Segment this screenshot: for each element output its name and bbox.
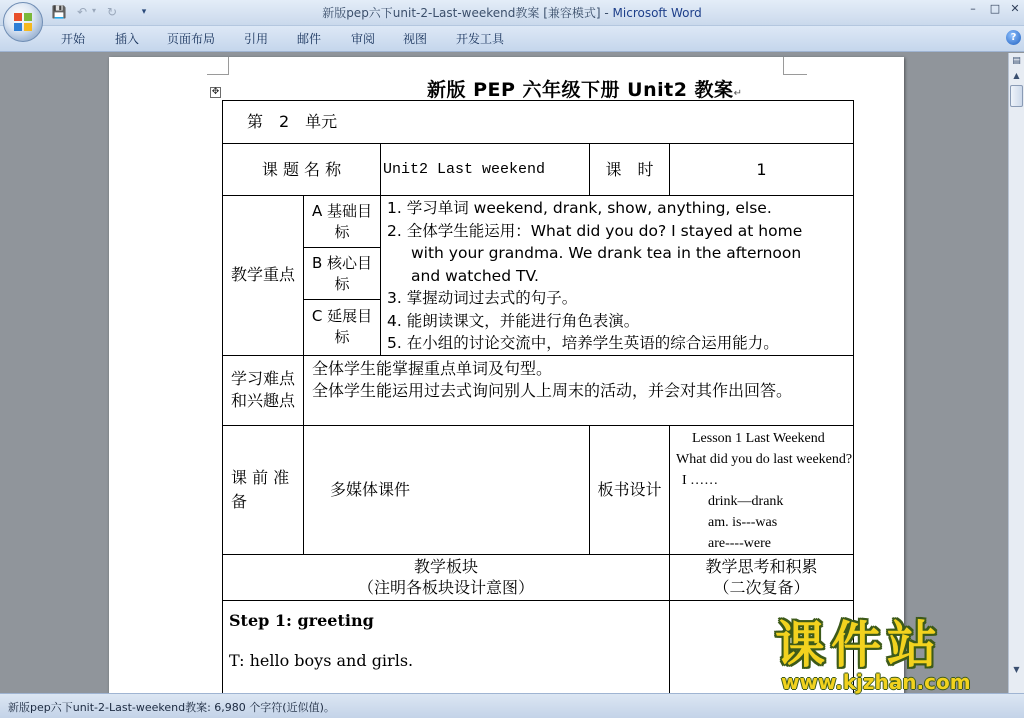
document-heading	[427, 75, 742, 102]
office-button[interactable]	[3, 2, 43, 42]
difficulty-label: 学习难点和兴趣点	[230, 369, 295, 410]
paragraph-mark: ↵	[733, 88, 743, 99]
tab-developer[interactable]: 开发工具	[456, 32, 505, 46]
minimize-button[interactable]: –	[970, 2, 976, 15]
board-line: am. is---was	[708, 514, 778, 530]
objective-c-label: C 延展目标	[311, 307, 373, 347]
objective-line: and watched TV.	[411, 266, 539, 285]
status-bar	[0, 693, 1024, 718]
difficulty-line: 全体学生能掌握重点单词及句型。	[312, 358, 553, 378]
maximize-button[interactable]: □	[989, 2, 1001, 15]
unit-text: 第 2 单元	[247, 112, 338, 131]
document-heading-text: 新版 PEP 六年级下册 Unit2 教案	[427, 79, 734, 101]
tab-home[interactable]: 开始	[61, 32, 86, 46]
tab-page-layout[interactable]: 页面布局	[167, 32, 216, 46]
focus-label: 教学重点	[230, 265, 295, 285]
tab-mailings[interactable]: 邮件	[297, 32, 322, 46]
document-area[interactable]	[0, 53, 1008, 693]
module-title: 教学板块	[413, 557, 478, 576]
document-page[interactable]	[109, 57, 904, 693]
close-button[interactable]: ✕	[1010, 2, 1020, 15]
undo-icon[interactable]: ↶	[76, 5, 88, 19]
save-icon[interactable]: 💾	[51, 5, 67, 19]
topic-value: Unit2 Last weekend	[383, 160, 546, 178]
reflect-subtitle: （二次复备）	[713, 578, 810, 597]
prep-value-cell[interactable]	[304, 425, 590, 554]
scroll-thumb[interactable]	[1010, 85, 1023, 107]
board-line: drink—drank	[708, 493, 784, 509]
period-label: 课 时	[605, 159, 654, 179]
crop-mark-right	[783, 57, 807, 75]
difficulty-cell[interactable]	[304, 355, 854, 425]
topic-label: 课 题 名 称	[261, 159, 342, 179]
office-logo-icon	[13, 12, 33, 32]
tab-references[interactable]: 引用	[244, 32, 269, 46]
help-icon[interactable]: ?	[1006, 30, 1021, 45]
board-line: I ……	[682, 472, 719, 488]
tab-review[interactable]: 审阅	[351, 32, 376, 46]
step-title: Step 1: greeting	[229, 610, 374, 630]
topic-label-cell[interactable]	[223, 144, 381, 196]
period-label-cell[interactable]	[590, 144, 670, 196]
status-text: 新版pep六下unit-2-Last-weekend教案: 6,980 个字符(近似值)。	[8, 701, 335, 714]
step-cell[interactable]	[223, 600, 670, 693]
view-ruler-icon[interactable]: ▤	[1012, 56, 1021, 66]
watermark-url: www.kjzhan.com	[781, 670, 971, 694]
vertical-scrollbar[interactable]	[1008, 53, 1024, 693]
scroll-down-icon[interactable]: ▼	[1013, 665, 1020, 674]
watermark-logo	[775, 617, 1020, 693]
ribbon-tab-bar	[0, 26, 1024, 52]
window-title	[0, 0, 1024, 26]
prep-value: 多媒体课件	[330, 479, 411, 499]
objective-line: 1. 学习单词 weekend, drank, show, anything, else.	[387, 199, 772, 217]
module-subtitle: （注明各板块设计意图）	[357, 578, 534, 597]
focus-label-cell[interactable]	[223, 196, 304, 356]
objective-line: 3. 掌握动词过去式的句子。	[387, 289, 578, 307]
objective-c-label-cell[interactable]	[304, 300, 381, 355]
watermark-main: 课件站	[775, 616, 943, 674]
objective-b-label: B 核心目标	[311, 253, 373, 293]
period-value: 1	[756, 159, 767, 179]
board-label: 板书设计	[597, 480, 662, 499]
board-design-cell[interactable]	[670, 425, 854, 554]
objective-b-label-cell[interactable]	[304, 248, 381, 300]
redo-icon[interactable]: ↻	[106, 5, 118, 19]
prep-label-cell[interactable]	[223, 425, 304, 554]
tab-view[interactable]: 视图	[403, 32, 428, 46]
objective-line: 2. 全体学生能运用：What did you do? I stayed at home	[387, 221, 803, 240]
reflect-title: 教学思考和积累	[705, 557, 818, 576]
step-line: T: hello boys and girls.	[229, 650, 414, 670]
topic-value-cell[interactable]	[381, 144, 590, 196]
crop-mark-left	[207, 57, 229, 75]
period-value-cell[interactable]	[670, 144, 854, 196]
scroll-up-icon[interactable]: ▲	[1013, 71, 1020, 80]
title-bar	[0, 0, 1024, 26]
undo-dropdown-icon[interactable]: ▾	[92, 6, 97, 15]
objective-line: 5. 在小组的讨论交流中，培养学生英语的综合运用能力。	[387, 334, 779, 352]
board-line: Lesson 1 Last Weekend	[692, 430, 825, 446]
reflect-header-cell[interactable]	[670, 554, 854, 600]
difficulty-label-cell[interactable]	[223, 355, 304, 425]
document-name: 新版pep六下unit-2-Last-weekend教案 [兼容模式] -	[322, 6, 613, 20]
unit-cell[interactable]	[223, 101, 854, 144]
board-line: are----were	[708, 535, 771, 551]
objective-line: with your grandma. We drank tea in the afternoon	[411, 244, 802, 262]
objectives-cell[interactable]	[381, 196, 854, 356]
lesson-plan-table[interactable]	[222, 100, 854, 693]
app-name: Microsoft Word	[612, 6, 702, 20]
board-line: What did you do last weekend?	[676, 451, 853, 467]
objective-a-label: A 基础目标	[311, 201, 373, 241]
board-label-cell[interactable]	[590, 425, 670, 554]
objective-line: 4. 能朗读课文，并能进行角色表演。	[387, 311, 640, 330]
module-header-cell[interactable]	[223, 554, 670, 600]
customize-quick-access-icon[interactable]: ▾	[141, 7, 147, 17]
prep-label: 课 前 准 备	[231, 467, 290, 511]
tab-insert[interactable]: 插入	[115, 32, 140, 46]
difficulty-line: 全体学生能运用过去式询问别人上周末的活动，并会对其作出回答。	[312, 380, 793, 400]
table-move-handle-icon[interactable]: ✥	[211, 87, 220, 97]
objective-a-label-cell[interactable]	[304, 196, 381, 248]
